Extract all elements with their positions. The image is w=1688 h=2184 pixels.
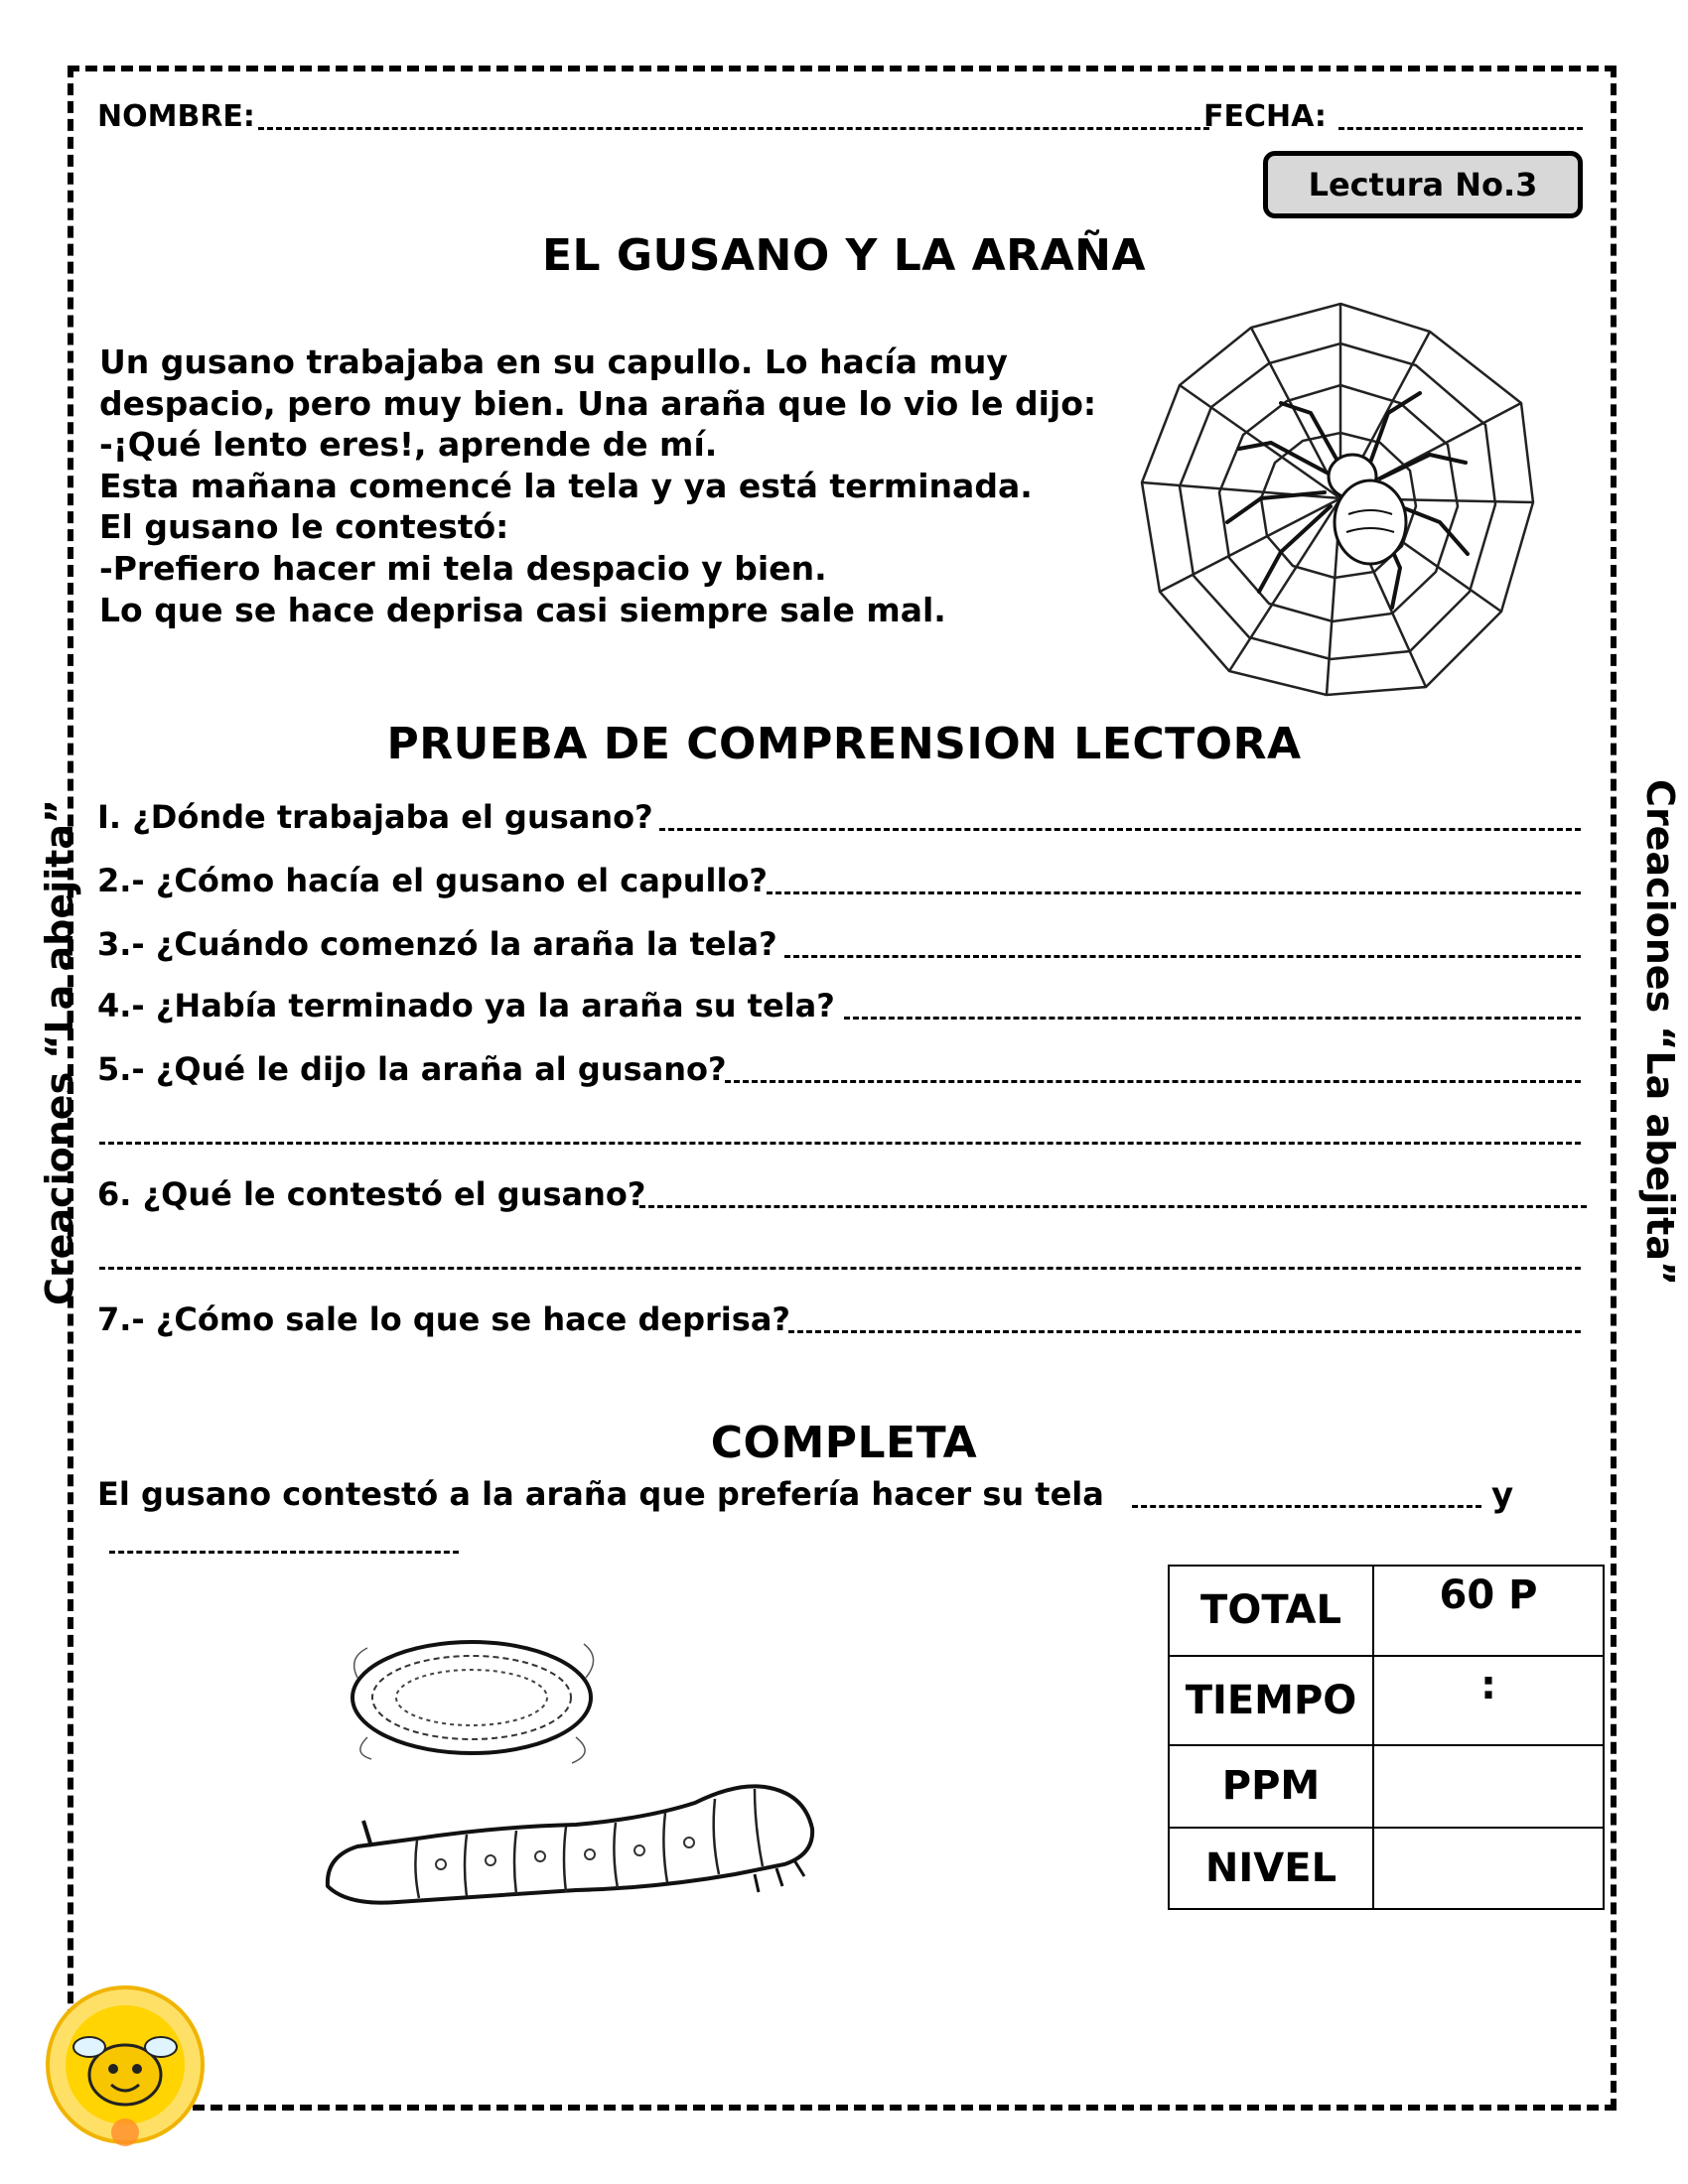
side-credit-left: Creaciones “La abejita” (38, 799, 81, 1305)
reading-number-badge (1263, 151, 1583, 218)
answer-line-2[interactable] (767, 891, 1581, 894)
score-table (1168, 1565, 1605, 1910)
nombre-field[interactable] (258, 127, 1209, 130)
question-7: 7.- ¿Cómo sale lo que se hace deprisa? (97, 1300, 790, 1338)
question-1: I. ¿Dónde trabajaba el gusano? (97, 798, 653, 836)
completa-connector: y (1491, 1475, 1514, 1515)
badge-label: Lectura No.3 (1308, 166, 1538, 204)
score-label: TOTAL (1169, 1566, 1373, 1656)
score-value[interactable]: 60 P (1373, 1566, 1604, 1656)
score-row-tiempo (1169, 1656, 1604, 1746)
side-credit-right: Creaciones “La abejita” (1638, 779, 1682, 1286)
question-3: 3.- ¿Cuándo comenzó la araña la tela? (97, 925, 777, 963)
fecha-label: FECHA: (1203, 99, 1327, 134)
header-row (97, 99, 1587, 139)
completa-title: COMPLETA (710, 1418, 978, 1468)
silkworm-illustration (318, 1747, 824, 1916)
story-line: -¡Qué lento eres!, aprende de mí. (99, 425, 718, 465)
score-value[interactable] (1373, 1745, 1604, 1827)
completa-blank-2[interactable] (109, 1551, 459, 1554)
question-5: 5.- ¿Qué le dijo la araña al gusano? (97, 1050, 727, 1088)
story-line: Lo que se hace deprisa casi siempre sale mal. (99, 590, 946, 629)
question-2: 2.- ¿Cómo hacía el gusano el capullo? (97, 862, 768, 899)
question-4: 4.- ¿Había terminado ya la araña su tela? (97, 987, 835, 1024)
fecha-field[interactable] (1338, 127, 1583, 130)
story-line: -Prefiero hacer mi tela despacio y bien. (99, 548, 827, 588)
story-line: despacio, pero muy bien. Una araña que lo vio le dijo: (99, 383, 1097, 423)
answer-line-3[interactable] (784, 955, 1581, 958)
score-value[interactable]: : (1373, 1656, 1604, 1746)
spider-web-illustration (1132, 294, 1549, 701)
score-row-ppm (1169, 1745, 1604, 1827)
story-text (99, 341, 1112, 630)
bee-logo (44, 1983, 207, 2146)
story-line: El gusano le contestó: (99, 507, 509, 547)
completa-sentence: El gusano contestó a la araña que prefería hacer su tela (97, 1475, 1104, 1513)
answer-line-6b[interactable] (99, 1267, 1581, 1270)
answer-line-5[interactable] (725, 1080, 1581, 1083)
score-row-nivel (1169, 1828, 1604, 1909)
score-label: TIEMPO (1169, 1656, 1373, 1746)
score-label: PPM (1169, 1745, 1373, 1827)
completa-blank-1[interactable] (1132, 1505, 1481, 1508)
answer-line-7[interactable] (788, 1330, 1581, 1333)
answer-line-1[interactable] (659, 828, 1581, 831)
answer-line-4[interactable] (844, 1017, 1581, 1020)
story-title: EL GUSANO Y LA ARAÑA (542, 230, 1146, 281)
story-line: Un gusano trabajaba en su capullo. Lo hacía muy (99, 342, 1008, 381)
question-6: 6. ¿Qué le contestó el gusano? (97, 1175, 646, 1213)
test-title: PRUEBA DE COMPRENSION LECTORA (386, 719, 1302, 769)
score-label: NIVEL (1169, 1828, 1373, 1909)
score-value[interactable] (1373, 1828, 1604, 1909)
answer-line-5b[interactable] (99, 1142, 1581, 1145)
score-row-total (1169, 1566, 1604, 1656)
nombre-label: NOMBRE: (97, 99, 255, 134)
story-line: Esta mañana comencé la tela y ya está terminada. (99, 466, 1033, 505)
answer-line-6[interactable] (639, 1205, 1587, 1208)
